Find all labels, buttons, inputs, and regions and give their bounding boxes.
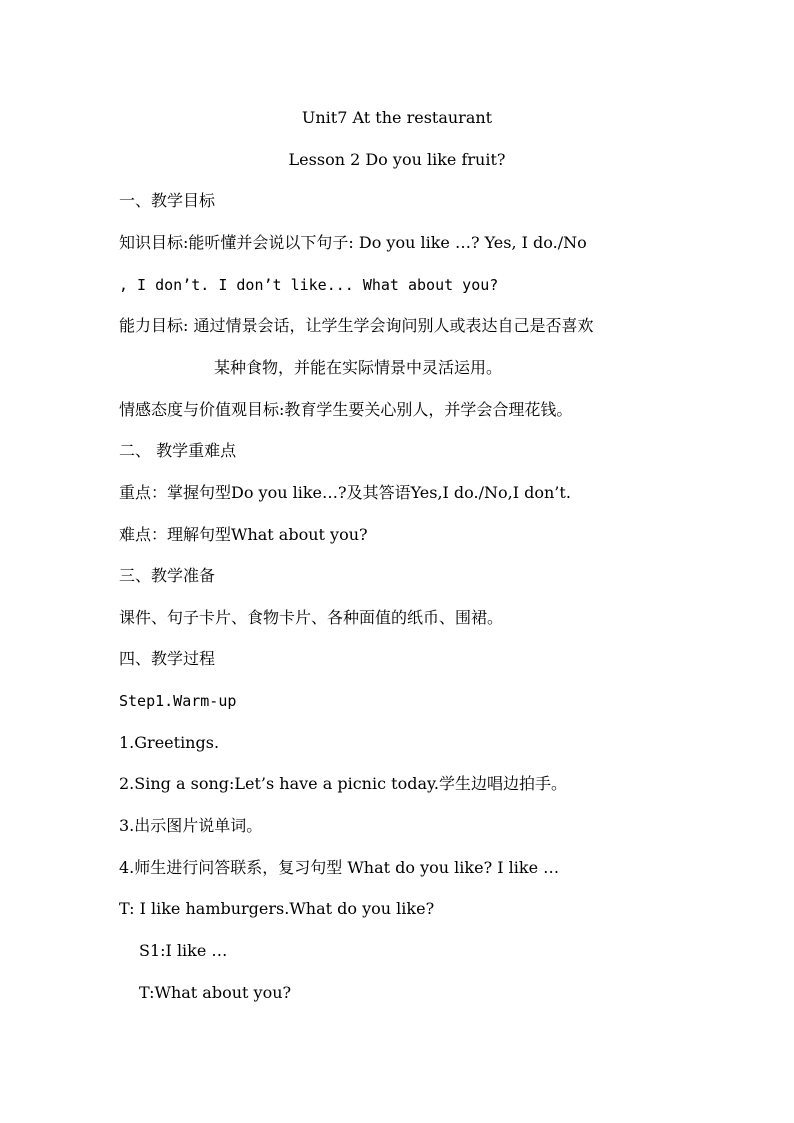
section-heading-process: 四、教学过程 [119,649,216,668]
key-point-line: 重点：掌握句型Do you like…?及其答语Yes,I do./No,I don’t. [119,483,571,502]
dialogue-line-teacher-2: T:What about you? [139,983,292,1002]
preparation-line: 课件、句子卡片、食物卡片、各种面值的纸币、围裙。 [119,608,504,627]
ability-objective-line-2: 某种食物，并能在实际情景中灵活运用。 [214,358,503,377]
dialogue-line-teacher-1: T: I like hamburgers.What do you like? [119,899,435,918]
knowledge-objective-line-1: 知识目标:能听懂并会说以下句子: Do you like …? Yes, I do./No [119,233,587,252]
step-1-item-4: 4.师生进行问答联系，复习句型 What do you like? I like … [119,858,560,877]
ability-objective-line-1: 能力目标: 通过情景会话，让学生学会询问别人或表达自己是否喜欢 [119,316,594,335]
step-1-heading: Step1.Warm-up [119,692,237,710]
dialogue-line-student-1: S1:I like … [139,941,228,960]
section-heading-objectives: 一、教学目标 [119,191,216,210]
step-1-item-1: 1.Greetings. [119,733,220,752]
document-title: Unit7 At the restaurant [301,108,493,127]
difficult-point-line: 难点：理解句型What about you? [119,525,368,544]
document-subtitle: Lesson 2 Do you like fruit? [288,150,506,169]
section-heading-key-points: 二、 教学重难点 [119,441,237,460]
step-1-item-3: 3.出示图片说单词。 [119,816,263,835]
step-1-item-2: 2.Sing a song:Let’s have a picnic today.学生边唱边拍手。 [119,774,567,793]
emotion-objective-line: 情感态度与价值观目标:教育学生要关心别人，并学会合理花钱。 [119,400,573,419]
knowledge-objective-line-2: , I don’t. I don’t like... What about you? [119,276,499,294]
section-heading-preparation: 三、教学准备 [119,566,216,585]
